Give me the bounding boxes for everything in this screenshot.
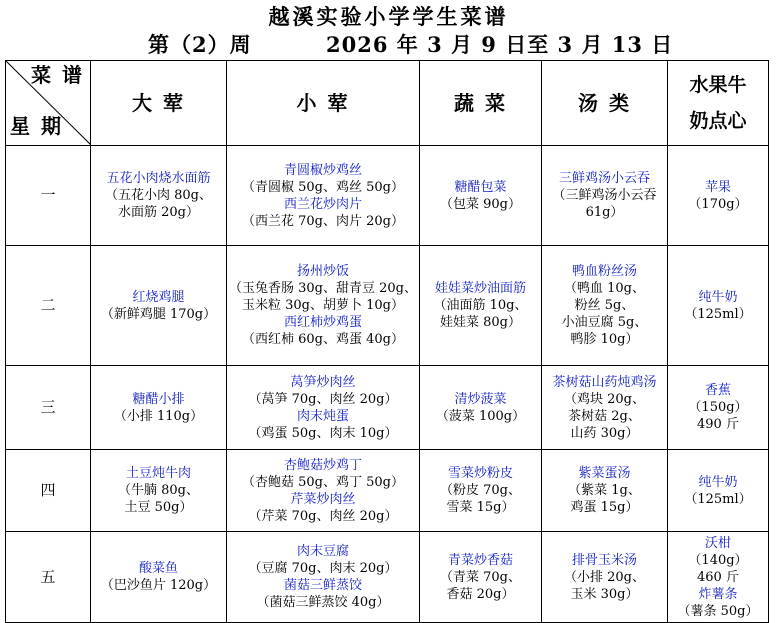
ingredient-line: （杏鲍菇 50g、鸡丁 50g）: [242, 474, 404, 490]
dish-name: 青菜炒香菇: [447, 552, 513, 568]
header-row: [6, 61, 769, 146]
ingredient-line: （青圆椒 50g、鸡丝 50g）: [242, 179, 404, 195]
main-cell: [91, 146, 227, 246]
dish-name: 糖醋小排: [132, 391, 185, 407]
ingredient-line: 茶树菇 2g、: [568, 408, 641, 424]
corner-header-menu: 菜 谱: [31, 63, 84, 87]
ingredient-line: （150g）: [688, 400, 748, 415]
ingredient-line: 61g）: [585, 205, 624, 220]
ingredient-line: （170g）: [688, 196, 748, 212]
menu-row: [6, 246, 769, 366]
soup-cell: [542, 532, 668, 623]
ingredient-line: （油面筋 10g、: [433, 298, 528, 313]
ingredient-line: （鸭血 10g、: [564, 281, 645, 296]
weekday-cell: 一: [6, 146, 91, 246]
ingredient-line: （豆腐 70g、肉末 20g）: [248, 561, 398, 576]
ingredient-line: 粉丝 5g、: [574, 298, 635, 313]
dish-name: 纯牛奶: [698, 289, 738, 305]
dish-name: 糖醋包菜: [454, 179, 507, 195]
side-cell: [227, 532, 420, 623]
ingredient-line: 490 斤: [697, 417, 739, 432]
dish-name: 纯牛奶: [698, 474, 738, 490]
menu-title: 越溪实验小学学生菜谱: [268, 4, 509, 29]
ingredient-line: （125ml）: [684, 491, 752, 507]
ingredient-line: （西兰花 70g、肉片 20g）: [242, 213, 404, 229]
ingredient-line: 460 斤: [697, 569, 739, 585]
header-fruit-line1: 水果牛: [689, 74, 747, 96]
week-label: 第（2）周: [148, 32, 252, 57]
dish-name: 炸薯条: [698, 586, 738, 602]
corner-header-cell: [6, 61, 91, 146]
dish-name: 肉末炖蛋: [296, 408, 349, 424]
menu-row: [6, 366, 769, 450]
dish-name: 红烧鸡腿: [132, 289, 185, 305]
dish-name: 青圆椒炒鸡丝: [283, 162, 362, 178]
ingredient-line: （西红柿 60g、鸡蛋 40g）: [242, 332, 404, 347]
dish-name: 扬州炒饭: [296, 264, 349, 279]
side-cell: [227, 146, 420, 246]
menu-row: [6, 146, 769, 246]
side-cell: [227, 450, 420, 532]
dish-name: 杏鲍菇炒鸡丁: [283, 457, 362, 473]
ingredient-line: （小排 20g、: [564, 569, 645, 585]
dish-name: 香蕉: [704, 383, 731, 398]
ingredient-line: 山药 30g）: [570, 425, 639, 441]
ingredient-line: （芹菜 70g、肉丝 20g）: [248, 508, 398, 524]
dish-name: 雪菜炒粉皮: [447, 466, 513, 481]
ingredient-line: （包菜 90g）: [440, 196, 521, 212]
soup-cell: [542, 366, 668, 450]
ingredient-line: （140g）: [688, 552, 748, 568]
veg-cell: [420, 246, 542, 366]
ingredient-line: （鸡蛋 50g、肉末 10g）: [248, 425, 398, 441]
fruit-cell: [668, 246, 769, 366]
ingredient-line: （鸡块 20g、: [564, 391, 645, 407]
veg-cell: [420, 146, 542, 246]
fruit-cell: [668, 532, 769, 623]
header-vegetable: 蔬 菜: [420, 61, 542, 146]
weekday-cell: 五: [6, 532, 91, 623]
ingredient-line: （巴沙鱼片 120g）: [100, 578, 217, 593]
ingredient-line: 鸡蛋 15g）: [570, 500, 639, 515]
fruit-cell: [668, 146, 769, 246]
dish-name: 紫菜蛋汤: [578, 466, 631, 481]
ingredient-line: （三鲜鸡汤小云吞: [552, 188, 657, 203]
dish-name: 西兰花炒肉片: [283, 196, 362, 212]
dish-name: 鸭血粉丝汤: [571, 264, 637, 279]
header-side-dish: 小 荤: [227, 61, 420, 146]
soup-cell: [542, 146, 668, 246]
dish-name: 土豆炖牛肉: [125, 466, 191, 481]
dish-name: 苹果: [704, 179, 731, 195]
ingredient-line: （牛腩 80g、: [118, 483, 199, 498]
veg-cell: [420, 532, 542, 623]
dish-name: 清炒菠菜: [454, 391, 507, 407]
ingredient-line: （青菜 70g、: [440, 569, 521, 585]
ingredient-line: 娃娃菜 80g）: [440, 315, 521, 330]
dish-name: 酸菜鱼: [138, 561, 178, 576]
ingredient-line: （新鲜鸡腿 170g）: [100, 306, 217, 322]
date-range: 2026 年 3 月 9 日至 3 月 13 日: [326, 32, 674, 57]
dish-name: 沃柑: [704, 535, 731, 551]
dish-name: 莴笋炒肉丝: [290, 374, 356, 390]
main-cell: [91, 366, 227, 450]
header-main-dish: 大 荤: [91, 61, 227, 146]
ingredient-line: 土豆 50g）: [124, 500, 193, 515]
dish-name: 西红柿炒鸡蛋: [283, 315, 362, 330]
ingredient-line: （菌菇三鲜蒸饺 40g）: [256, 595, 390, 610]
dish-name: 五花小肉烧水面筋: [106, 171, 211, 186]
weekday-cell: 三: [6, 366, 91, 450]
weekday-cell: 四: [6, 450, 91, 532]
ingredient-line: （125ml）: [684, 306, 752, 322]
side-cell: [227, 246, 420, 366]
ingredient-line: 水面筋 20g）: [118, 205, 199, 220]
soup-cell: [542, 450, 668, 532]
menu-row: [6, 532, 769, 623]
ingredient-line: 雪菜 15g）: [446, 500, 515, 515]
dish-name: 排骨玉米汤: [571, 552, 637, 568]
dish-name: 芹菜炒肉丝: [290, 491, 356, 507]
ingredient-line: （薯条 50g）: [677, 603, 759, 619]
ingredient-line: （小排 110g）: [113, 408, 204, 424]
dish-name: 菌菇三鲜蒸饺: [283, 578, 362, 593]
ingredient-line: （五花小肉 80g、: [105, 188, 212, 203]
ingredient-line: 玉米 30g）: [570, 586, 639, 602]
soup-cell: [542, 246, 668, 366]
fruit-cell: [668, 366, 769, 450]
dish-name: 肉末豆腐: [296, 544, 349, 559]
main-cell: [91, 532, 227, 623]
main-cell: [91, 450, 227, 532]
header-soup: 汤 类: [542, 61, 668, 146]
main-cell: [91, 246, 227, 366]
ingredient-line: 玉米粒 30g、胡萝卜 10g）: [242, 298, 404, 313]
ingredient-line: （玉兔香肠 30g、甜青豆 20g、: [229, 281, 417, 296]
dish-name: 茶树菇山药炖鸡汤: [552, 374, 657, 390]
fruit-cell: [668, 450, 769, 532]
dish-name: 三鲜鸡汤小云吞: [558, 171, 650, 186]
ingredient-line: （紫菜 1g、: [568, 483, 641, 498]
dish-name: 娃娃菜炒油面筋: [434, 281, 526, 296]
ingredient-line: 香菇 20g）: [446, 586, 515, 602]
veg-cell: [420, 450, 542, 532]
ingredient-line: （粉皮 70g、: [440, 483, 521, 498]
header-fruit-line2: 奶点心: [689, 110, 747, 132]
side-cell: [227, 366, 420, 450]
menu-table: [5, 60, 769, 623]
veg-cell: [420, 366, 542, 450]
ingredient-line: （莴笋 70g、肉丝 20g）: [248, 391, 398, 407]
ingredient-line: 小油豆腐 5g、: [561, 315, 648, 330]
ingredient-line: （菠菜 100g）: [435, 408, 526, 424]
corner-header-weekday: 星 期: [10, 114, 63, 138]
ingredient-line: 鸭胗 10g）: [570, 332, 639, 347]
weekday-cell: 二: [6, 246, 91, 366]
menu-row: [6, 450, 769, 532]
header-fruit-milk-snack: [668, 61, 769, 146]
